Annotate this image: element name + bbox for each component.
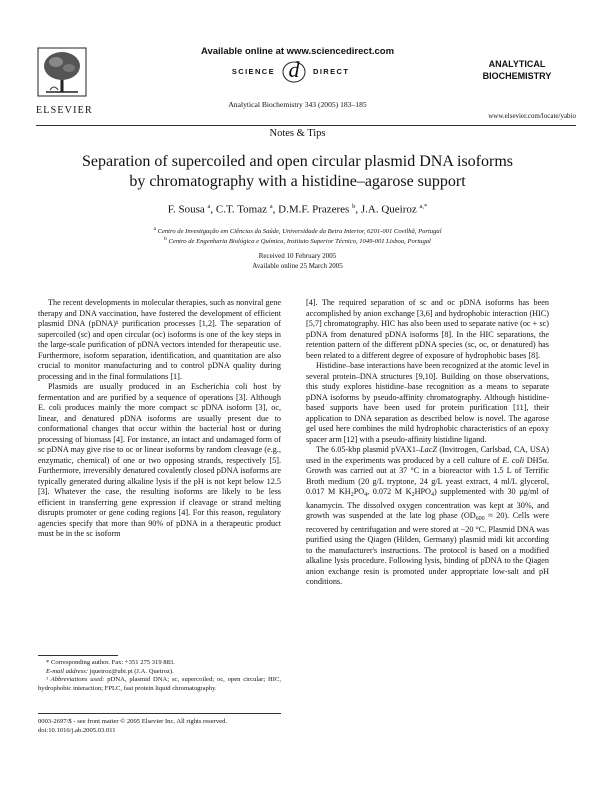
author-name: J.A. Queiroz	[360, 203, 417, 216]
email-label: E-mail address:	[46, 667, 89, 675]
author-affil-mark: a	[269, 203, 273, 210]
elsevier-wordmark: ELSEVIER	[36, 105, 93, 116]
copyright-divider	[38, 713, 281, 714]
paragraph: Plasmids are usually produced in an Escherichia coli host by fermentation and are purified by a sequence of operations [3]. Although E. coli produces mainly the more compact sc pDNA isoform [3], oc, linear, and denatured pDNA isoforms are usually present due to conformational changes that occur within the bacterial host or during processing of biomass [4]. For instance, an intact and undamaged form of sc pDNA may give rise to oc or linear isoforms by random cleavage (e.g., enzymatic, chemical) of one or two opposing strands, respectively [5]. Furthermore, irreversibly denatured covalently closed pDNA isoforms are typically generated during alkaline lysis if the pH is not kept below 12.5 [3]. Whatever the case, the resulting isoforms are likely to be less efficient in transferring gene expression if cleavage or strand melting disrupts promoter or gene coding regions [4]. For this reason, regulatory agencies specify that more than 90% of pDNA in a therapeutic product must be in the sc isoform	[38, 382, 281, 538]
received-date: Received 10 February 2005	[258, 252, 337, 260]
article-title	[30, 152, 565, 192]
journal-citation: Analytical Biochemistry 343 (2005) 183–185	[228, 100, 367, 109]
author-affil-mark: a	[207, 203, 211, 210]
paragraph-methods	[306, 445, 549, 588]
title-line-1: Separation of supercoiled and open circular plasmid DNA isoforms	[82, 153, 513, 170]
copyright-block	[38, 717, 298, 735]
section-label: Notes & Tips	[269, 128, 326, 139]
paragraph: [4]. The required separation of sc and oc pDNA isoforms has been accomplished by anion exchange [3,6] and hydrophobic interaction (HIC) [5,7] chromatography. HIC has also been used to separate native (oc + sc) pDNA from denatured pDNA isoforms [8]. In the HIC separations, the retention pattern of the different pDNA species (sc, oc, or denatured) has been related to a different degree of exposure of hydrophobic bases [8].	[306, 298, 549, 360]
available-online-date: Available online 25 March 2005	[252, 262, 343, 270]
text-run: ) supplemented with 30 μg/ml of kanamycin. The dissolved oxygen concentration was kept at 30%, and growth was suspended at the late log phase (OD	[306, 487, 550, 520]
abbrev-label: ¹ Abbreviations used:	[46, 676, 105, 684]
author-affil-mark: a,*	[419, 203, 428, 210]
text-run: (Invitrogen, Carlsbad, CA, USA) used in the experiments was produced by a cell culture of	[306, 445, 550, 465]
text-run: HPO	[414, 487, 431, 496]
affiliation-mark: b	[164, 236, 167, 242]
text-run: , 0.072 M K	[367, 487, 412, 496]
available-online-text: Available online at www.sciencedirect.com	[200, 46, 395, 57]
sd-right-text: DIRECT	[313, 67, 350, 76]
footnotes	[38, 659, 281, 693]
subscript: 4	[364, 492, 368, 498]
journal-name-line-1: ANALYTICAL	[488, 59, 546, 69]
paragraph: The recent developments in molecular therapies, such as nonviral gene therapy and DNA vaccination, have fostered the development of efficient plasmid DNA (pDNA)¹ purification processes [1,2]. The separation of supercoiled (sc) and open circular (oc) isoforms is one of the key steps in the large-scale purification of pDNA vectors intended for therapeutic use. Furthermore, isoform separation, identification, and quantitation are also crucial to monitor manufacturing and to control pDNA quality during processing and in the final formulations [1].	[38, 298, 281, 381]
paragraph: Histidine–base interactions have been recognized at the atomic level in several protein–DNA structures [9,10]. Building on those observations, this study explores histidine–base recognition as a means to separate pDNA isoforms by pseudo-affinity chromatography. Although histidine-based supports have been used for protein purification [11], their application to DNA separation as described below is novel. The agarose gel used here combines the mild hydrophobic characteristics of an epoxy spacer arm [12] with a pseudo-affinity histidine ligand.	[306, 361, 549, 444]
email-address[interactable]: jqueiroz@ubi.pt (J.A. Queiroz).	[88, 667, 174, 675]
footnote-corresponding: * Corresponding author. Fax: +351 275 319 883.	[46, 659, 175, 666]
sd-mark: d	[288, 57, 300, 82]
copyright-line: 0003-2697/$ - see front matter © 2005 Elsevier Inc. All rights reserved.	[38, 718, 228, 725]
author-name: C.T. Tomaz	[215, 203, 267, 216]
subscript: 2	[411, 492, 415, 498]
subscript: 2	[350, 492, 354, 498]
affiliation-text: Centro de Engenharia Biológica e Química, Instituto Superior Técnico, 1049-001 Lisboa, Portugal	[168, 238, 431, 246]
right-column	[306, 298, 549, 588]
author-affil-mark: b	[352, 203, 356, 210]
sd-d-icon	[281, 57, 307, 84]
sciencedirect-logo	[195, 57, 395, 84]
subscript: 600	[475, 516, 485, 522]
species-name: E. coli	[502, 455, 525, 465]
left-column	[38, 298, 281, 540]
text-run: The 6.05-kbp plasmid pVAX1–	[316, 445, 421, 454]
header-divider	[36, 125, 576, 126]
footnote-divider	[38, 655, 118, 656]
gene-name: LacZ	[420, 445, 437, 454]
doi-line[interactable]: doi:10.1016/j.ab.2005.03.011	[38, 727, 116, 734]
author-name: F. Sousa	[167, 203, 205, 216]
text-run: DH5α. Growth was carried out at 37 °C in a bioreactor with 1.5 L of Terrific Broth medium (20 g/L tryptone, 24 g/L yeast extract, 4 ml/L glycerol, 0.017 M KH	[306, 455, 549, 496]
journal-name	[462, 58, 572, 82]
affiliation-text: Centro de Investigação em Ciências da Saúde, Universidade da Beira Interior, 6201-001 Covilhã, Portugal	[157, 228, 442, 236]
journal-url[interactable]: www.elsevier.com/locate/yabio	[488, 112, 576, 120]
affiliation-a	[0, 226, 595, 235]
text-run: PO	[353, 487, 365, 496]
footnote-email	[38, 668, 281, 677]
affiliation-mark: a	[153, 226, 156, 232]
text-run: ≈ 20). Cells were recovered by centrifugation and were stored at −20 °C. Plasmid DNA was purified using the Qiagen (Hilden, Germany) plasmid midi kit according to the manufacturer's instructions. The protocol is based on a modified alkaline lysis procedure. Following lysis, binding of pDNA to the Qiagen anion exchange resin is promoted under appropriate low-salt and pH conditions.	[306, 511, 549, 586]
journal-name-line-2: BIOCHEMISTRY	[482, 71, 552, 81]
title-line-2: by chromatography with a histidine–agarose support	[129, 173, 466, 190]
abbrev-text: pDNA, plasmid DNA; sc, supercoiled; oc, open circular; HIC, hydrophobic interaction; FPLC, fast protein liquid chromatography.	[38, 676, 281, 692]
subscript: 4	[430, 492, 434, 498]
sd-left-text: SCIENCE	[231, 67, 275, 76]
author-name: D.M.F. Prazeres	[278, 203, 350, 216]
footnote-abbreviations	[38, 676, 281, 693]
affiliation-b	[0, 236, 595, 245]
author-list: F. Sousa $^a$, C.T. Tomaz $^a$, D.M.F. Prazeres $^b$, J.A. Queiroz $^{a,*}$	[167, 203, 428, 216]
